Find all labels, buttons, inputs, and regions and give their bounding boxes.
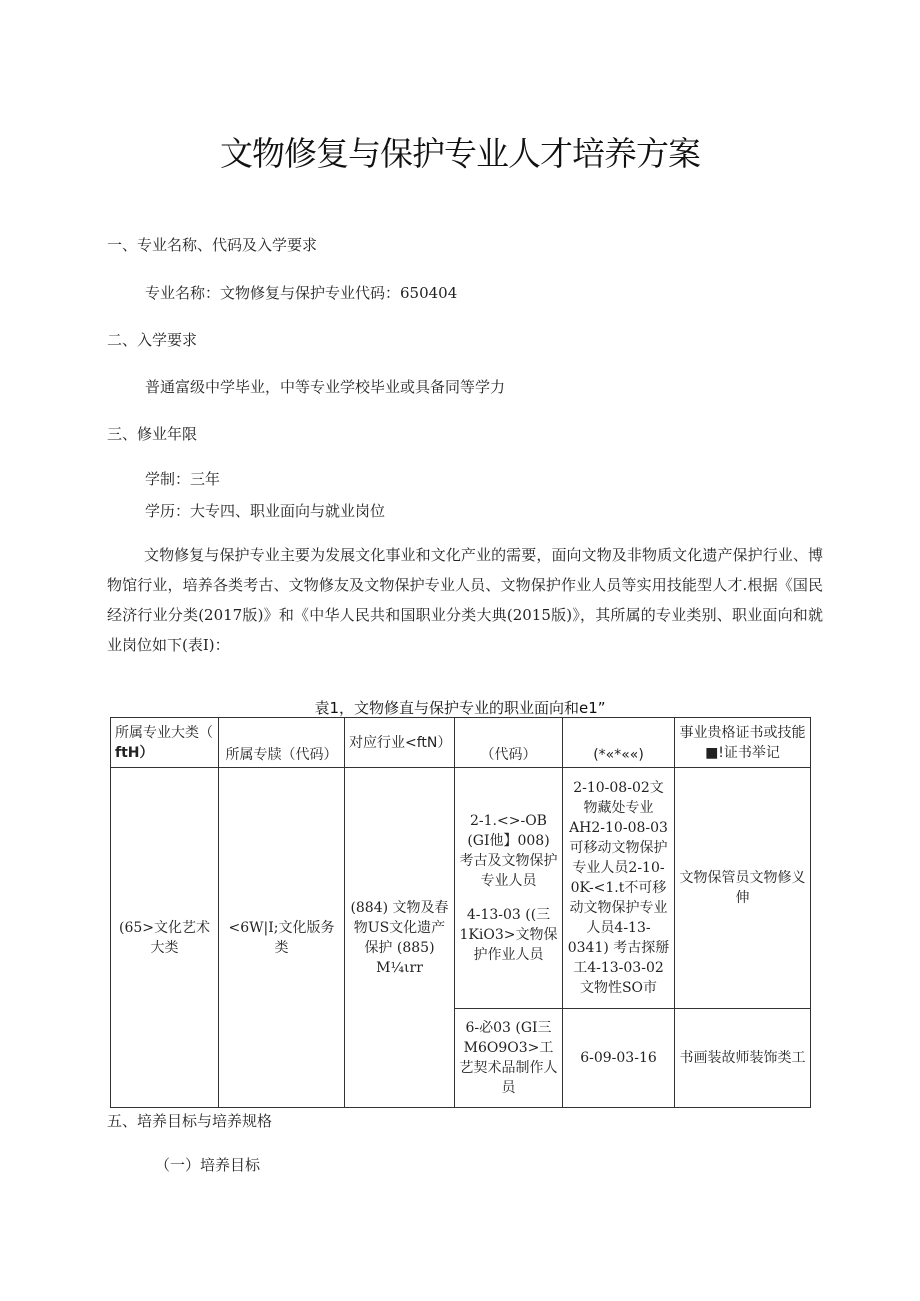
header-certificate: 事业贵格证书或技能■!证书举记 xyxy=(675,718,811,768)
section-5-heading: 五、培养目标与培养规格 xyxy=(107,1112,273,1130)
header-industry: 对应行业<ftN） xyxy=(345,718,455,768)
major-class-cell: <6W|I;文化版务类 xyxy=(219,768,345,1108)
header-major-category-code: ftH） xyxy=(115,744,154,761)
section-3-heading: 三、修业年限 xyxy=(107,425,198,443)
page-title: 文物修复与保护专业人才培养方案 xyxy=(220,134,700,173)
header-occupation-code: （代码） xyxy=(455,718,563,768)
training-goal-subheading: （一）培养目标 xyxy=(155,1156,261,1174)
section-1-heading: 一、专业名称、代码及入学要求 xyxy=(107,236,318,254)
certificate-cell: 书画装故师装饰类工 xyxy=(675,1009,811,1108)
education-line: 学历：大专四、职业面向与就业岗位 xyxy=(145,502,386,520)
major-name-line: 专业名称：文物修复与保护专业代码：650404 xyxy=(145,284,458,302)
intro-paragraph: 文物修复与保护专业主要为发展文化事业和文化产业的需要，面向文物及非物质文化遗产保护行业、博物馆行业，培养各类考古、文物修友及文物保护专业人员、文物保护作业人员等实用技能型人才.根据《国民经济行业分类(2017版)》和《中华人民共和国职业分类大典(2015版)》，其所属的专业类别、职业面向和就业岗位如下(表I)： xyxy=(107,546,823,654)
position-cell: 2-10-08-02文物藏处专业AH2-10-08-03可移动文物保护专业人员2-10-0K-<1.t不可移动文物保护专业人员4-13-0341) 考古探掰工4-13-03-02文物性SO市 xyxy=(563,768,675,1009)
table-row xyxy=(111,768,811,1009)
occupation-cell: 6-必03 (GI三M6O9O3>工艺契术品制作人员 xyxy=(455,1009,563,1108)
position-cell: 6-09-03-16 xyxy=(563,1009,675,1108)
study-years-line: 学制：三年 xyxy=(145,470,221,488)
certificate-cell: 文物保管员文物修义伸 xyxy=(675,768,811,1009)
major-category-cell: (65>文化艺术大类 xyxy=(111,768,219,1108)
career-table xyxy=(110,717,811,1108)
header-major-category-label: 所属专业大类（ xyxy=(115,724,213,741)
occupation-item: 2-1.<>-OB (GI他】008) 考古及文物保护专业人员 xyxy=(459,813,558,889)
header-major-category xyxy=(111,718,219,768)
occupation-item: 4-13-03 ((三1KiO3>文物保护作业人员 xyxy=(459,907,558,963)
industry-cell: (884) 文物及春物US文化遗产保护 (885) M¼ιrr xyxy=(345,768,455,1108)
section-2-heading: 二、入学要求 xyxy=(107,331,198,349)
admission-requirement: 普通富级中学毕业，中等专业学校毕业或具备同等学力 xyxy=(145,378,506,396)
header-major-class: 所属专牍（代码） xyxy=(219,718,345,768)
table-header-row xyxy=(111,718,811,768)
occupation-cell xyxy=(455,768,563,1009)
table-caption: 袁1，文物修直与保护专业的职业面向和e1” xyxy=(314,699,606,717)
header-position: (*«*««) xyxy=(563,718,675,768)
